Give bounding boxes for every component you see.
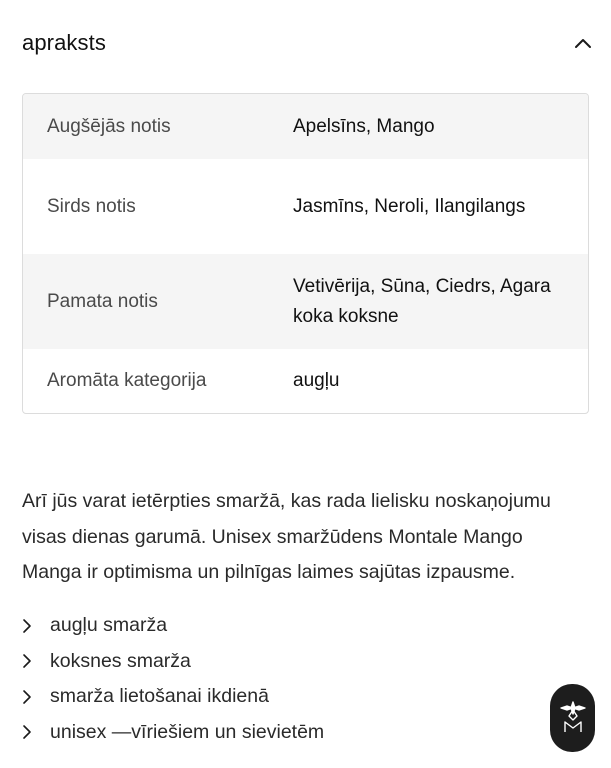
list-item xyxy=(22,679,324,715)
feature-label: unisex —vīriešiem un sievietēm xyxy=(50,720,325,743)
chevron-right-icon xyxy=(22,687,50,707)
feature-label: koksnes smarža xyxy=(50,649,191,672)
chevron-right-icon xyxy=(22,722,50,742)
note-value: Vetivērija, Sūna, Ciedrs, Agara koka koksne xyxy=(293,275,551,327)
feature-list xyxy=(22,608,324,750)
section-title: apraksts xyxy=(22,30,106,55)
note-label: Sirds notis xyxy=(47,195,136,217)
table-row xyxy=(23,94,588,159)
table-row xyxy=(23,254,588,349)
note-value: Apelsīns, Mango xyxy=(293,115,435,137)
note-label: Pamata notis xyxy=(47,290,158,312)
note-label: Augšējās notis xyxy=(47,115,171,137)
brand-logo-button[interactable] xyxy=(550,684,595,752)
description-accordion-header[interactable] xyxy=(22,0,594,86)
chevron-up-icon[interactable] xyxy=(572,32,594,54)
note-value: augļu xyxy=(293,370,340,391)
note-value: Jasmīns, Neroli, Ilangilangs xyxy=(293,195,526,217)
chevron-right-icon xyxy=(22,616,50,636)
note-label: Aromāta kategorija xyxy=(47,370,207,391)
table-row xyxy=(23,349,588,413)
product-description: Arī jūs varat ietērpties smaržā, kas rada lielisku noskaņojumu visas dienas garumā. Unisex smaržūdens Montale Mango Manga ir optimisma un pilnīgas laimes sajūtas izpausme. xyxy=(22,490,551,583)
table-row xyxy=(23,159,588,254)
list-item xyxy=(22,608,324,644)
chevron-right-icon xyxy=(22,651,50,671)
brand-logo-icon xyxy=(558,696,588,740)
list-item xyxy=(22,644,324,680)
feature-label: smarža lietošanai ikdienā xyxy=(50,685,269,708)
feature-label: augļu smarža xyxy=(50,614,168,637)
fragrance-notes-table xyxy=(22,93,589,414)
list-item xyxy=(22,715,324,751)
